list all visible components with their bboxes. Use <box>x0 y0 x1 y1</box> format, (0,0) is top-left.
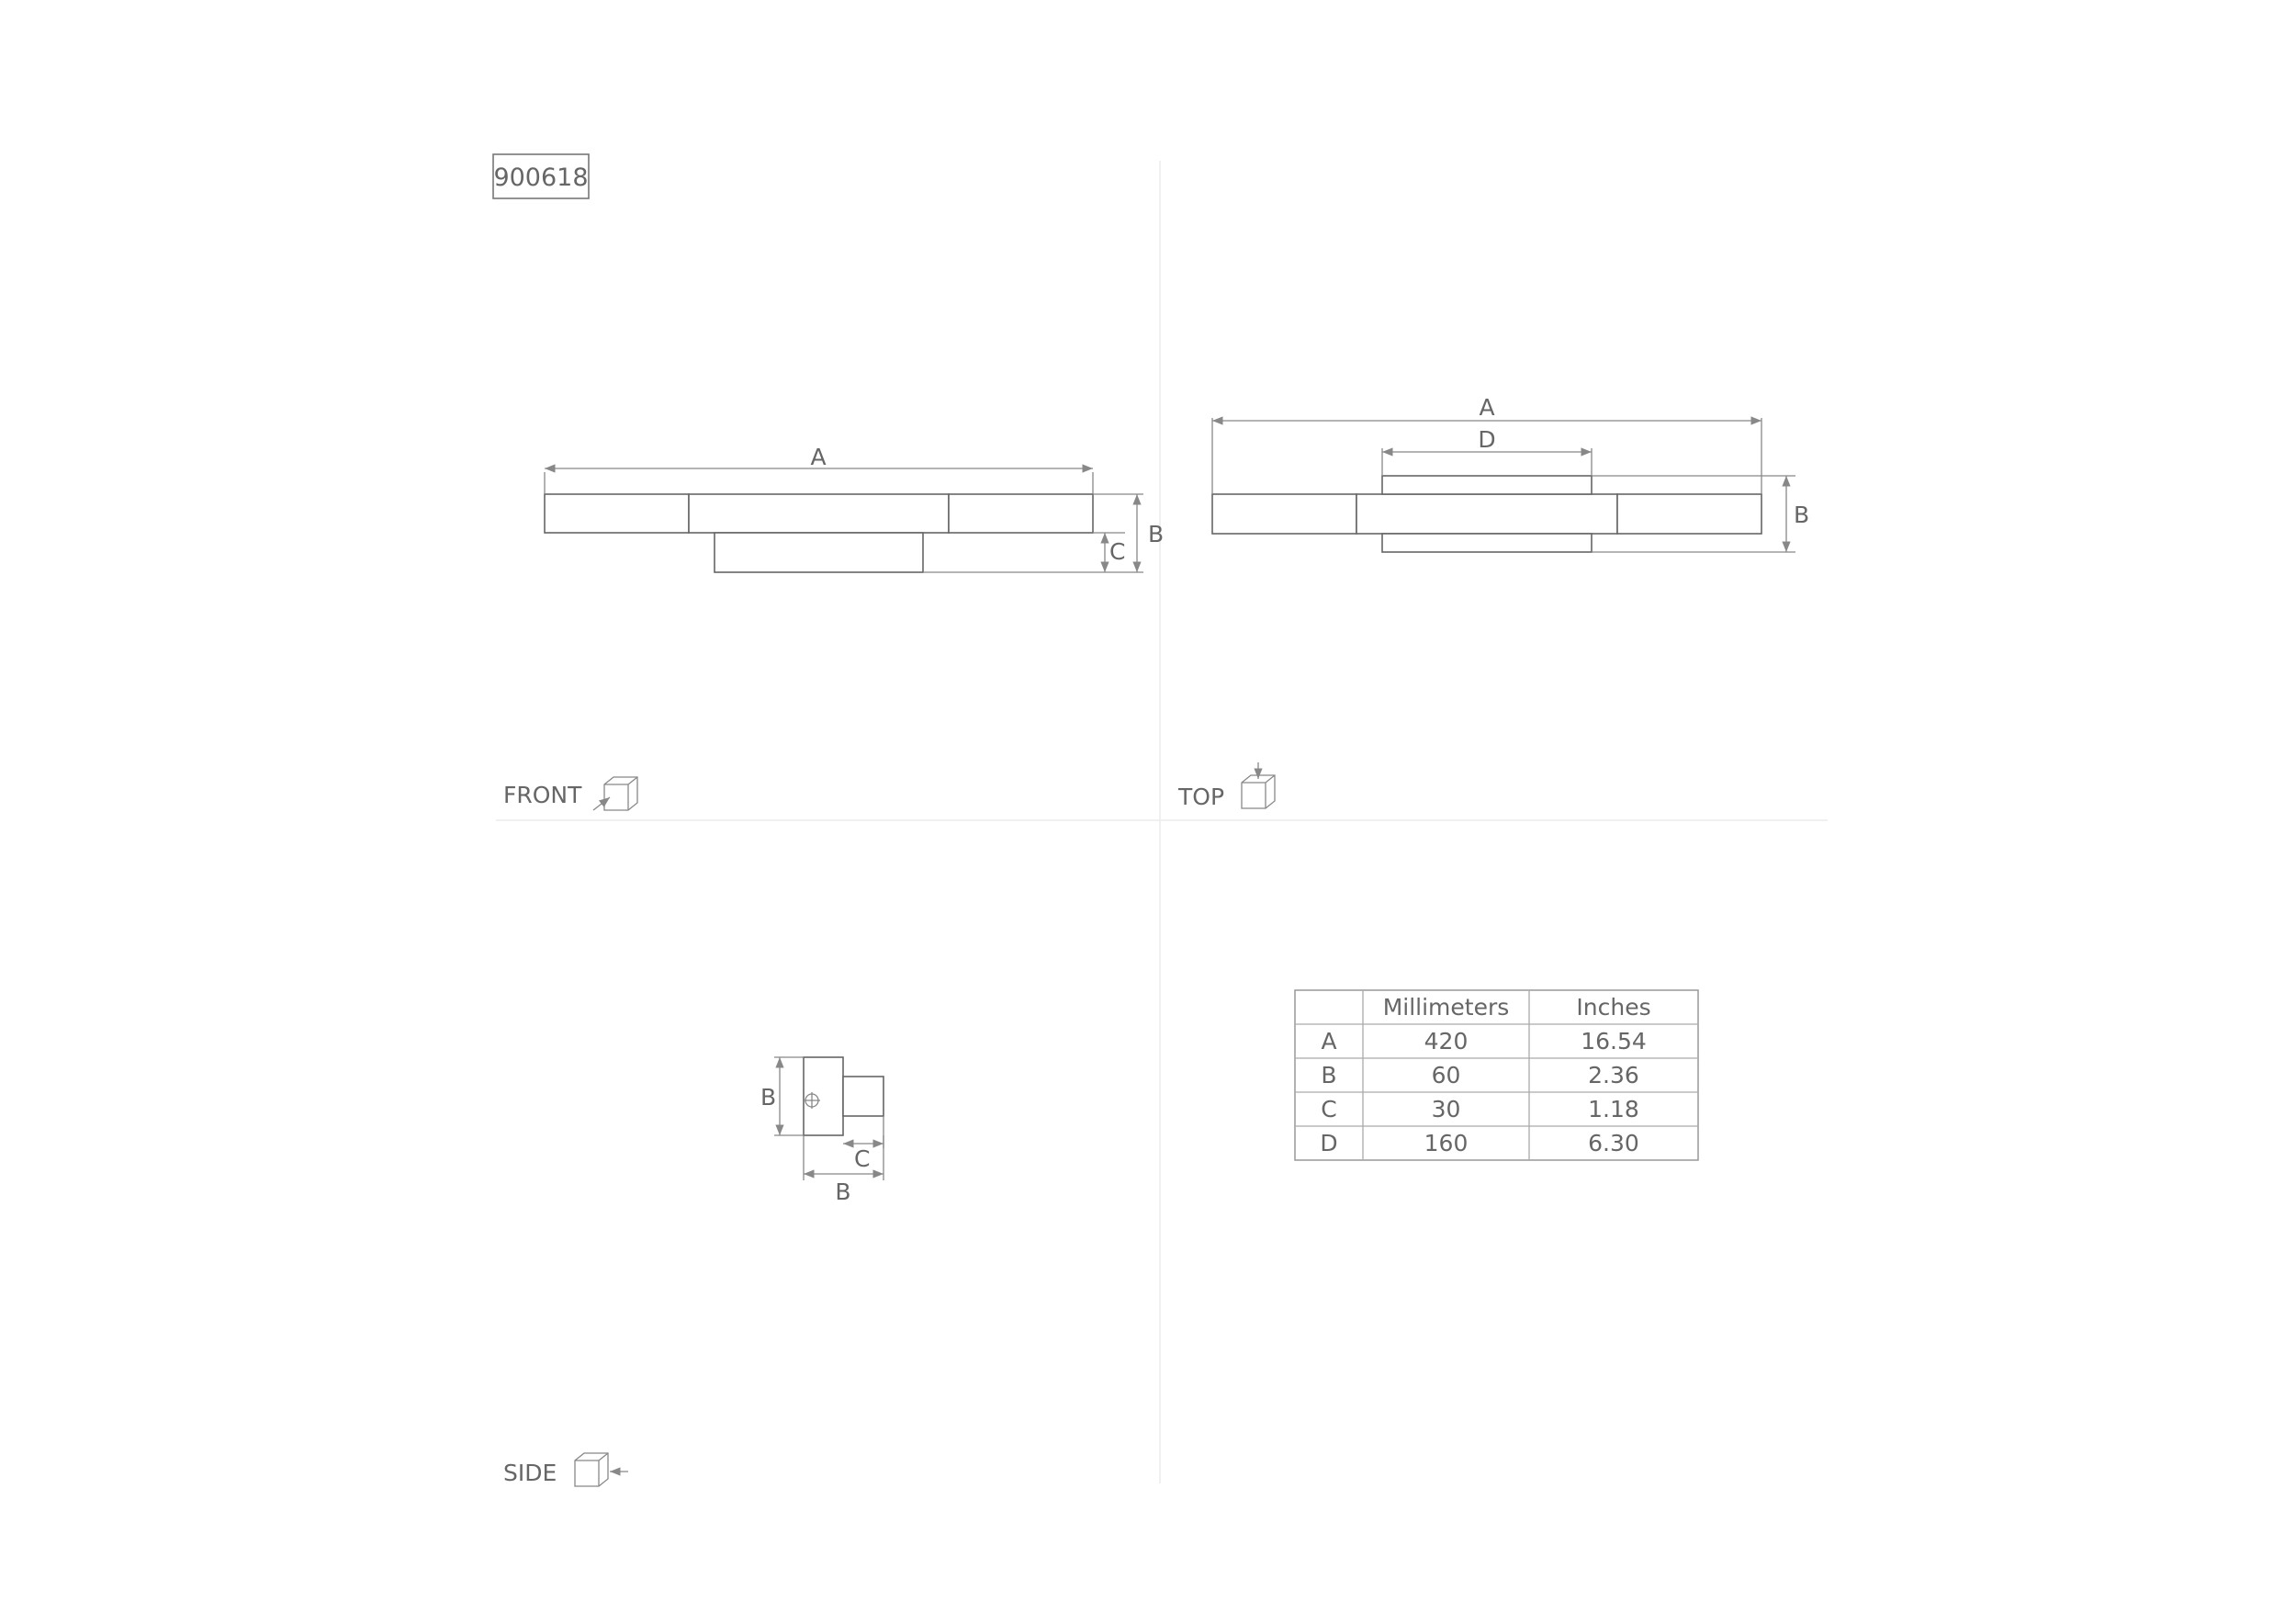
front-right-diffuser <box>949 494 1093 533</box>
side-base <box>843 1077 884 1116</box>
top-dim-d-label: D <box>1478 426 1496 453</box>
front-center-housing <box>689 494 949 533</box>
table-header-cell: Inches <box>1576 994 1651 1021</box>
top-center-housing <box>1356 494 1617 534</box>
table-cell: 6.30 <box>1588 1130 1639 1156</box>
table-cell: 16.54 <box>1581 1028 1647 1054</box>
table-cell: 30 <box>1431 1096 1461 1122</box>
front-view <box>545 444 1164 572</box>
side-view-cube-icon <box>575 1453 628 1486</box>
dimension-table <box>1295 990 1698 1160</box>
front-dim-c-label: C <box>1109 538 1126 565</box>
front-view-cube-icon <box>593 777 637 810</box>
table-cell: C <box>1321 1096 1337 1122</box>
side-view-label: SIDE <box>503 1460 557 1486</box>
table-cell: 160 <box>1424 1130 1469 1156</box>
top-dim-b-label: B <box>1794 502 1810 528</box>
table-cell: 420 <box>1424 1028 1469 1054</box>
front-dim-b-label: B <box>1148 521 1165 547</box>
front-view-label: FRONT <box>503 782 582 808</box>
top-right-diffuser <box>1617 494 1761 534</box>
article-number: 900618 <box>493 164 589 192</box>
table-cell: 2.36 <box>1588 1062 1639 1088</box>
top-view-label: TOP <box>1178 784 1225 810</box>
top-base-upper <box>1382 476 1592 494</box>
top-left-diffuser <box>1212 494 1356 534</box>
side-dim-c-label: C <box>854 1145 871 1172</box>
table-header-cell: Millimeters <box>1382 994 1510 1021</box>
front-dim-a-label: A <box>810 444 827 470</box>
table-cell: 1.18 <box>1588 1096 1639 1122</box>
table-cell: 60 <box>1431 1062 1461 1088</box>
side-dim-b-vertical-label: B <box>760 1084 777 1111</box>
table-cell: A <box>1321 1028 1337 1054</box>
top-dim-a-label: A <box>1479 394 1495 421</box>
top-base-lower <box>1382 534 1592 552</box>
table-cell: D <box>1320 1130 1338 1156</box>
front-base <box>715 533 923 572</box>
side-diffuser <box>804 1057 843 1135</box>
top-view <box>1212 394 1809 552</box>
side-dim-b-horizontal-label: B <box>835 1179 851 1205</box>
front-left-diffuser <box>545 494 689 533</box>
top-view-cube-icon <box>1242 762 1275 808</box>
article-number-box <box>493 154 589 198</box>
table-cell: B <box>1321 1062 1337 1088</box>
side-view <box>760 1057 884 1205</box>
